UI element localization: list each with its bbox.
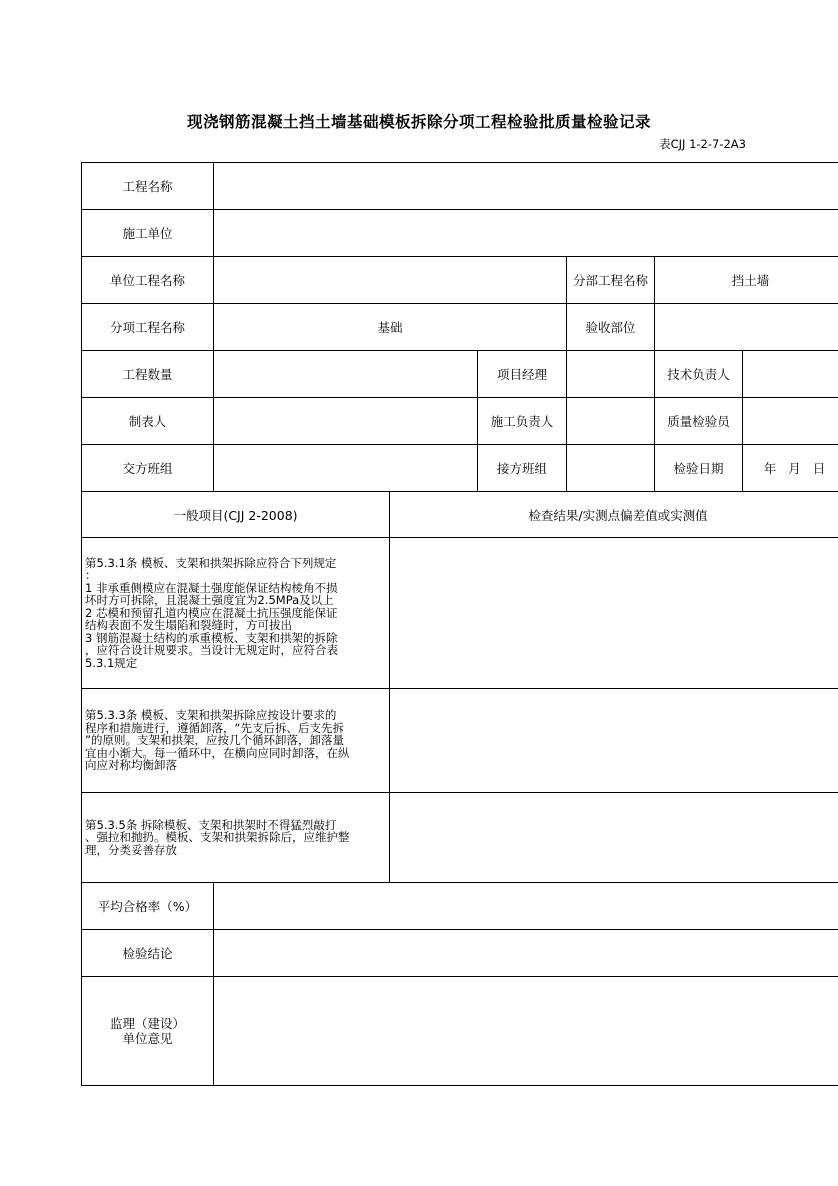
pass-rate-label: 平均合格率（%）	[82, 883, 214, 930]
receiving-team-label: 接方班组	[478, 445, 567, 492]
results-header: 检查结果/实测点偏差值或实测值	[390, 492, 838, 538]
quantity-value[interactable]	[214, 351, 478, 398]
supervisor-label	[82, 977, 214, 1086]
form-code: 表CJJ 1-2-7-2A3	[659, 137, 746, 151]
row-section-header	[82, 492, 838, 538]
conclusion-label: 检验结论	[82, 930, 214, 977]
quality-inspector-label: 质量检验员	[655, 398, 743, 445]
construction-lead-label: 施工负责人	[478, 398, 567, 445]
supervisor-label-line2: 单位意见	[122, 1031, 173, 1046]
construction-unit-label: 施工单位	[82, 210, 214, 257]
general-items-header: 一般项目(CJJ 2-2008)	[82, 492, 390, 538]
row-clause-5-3-5	[82, 793, 838, 883]
quantity-label: 工程数量	[82, 351, 214, 398]
project-name-label: 工程名称	[82, 163, 214, 210]
clause-5-3-5: 第5.3.5条 拆除模板、支架和拱架时不得猛烈敲打 、强拉和抛扔。模板、支架和拱架拆除后，应维护整 理，分类妥善存放	[82, 793, 390, 883]
row-teams	[82, 445, 838, 492]
unit-project-label: 单位工程名称	[82, 257, 214, 304]
clause-5-3-3-result[interactable]	[390, 689, 838, 793]
item-project-label: 分项工程名称	[82, 304, 214, 351]
clause-5-3-1-result[interactable]	[390, 538, 838, 689]
project-manager-label: 项目经理	[478, 351, 567, 398]
row-unit-project	[82, 257, 838, 304]
date-month: 月	[788, 461, 801, 476]
tabulator-label: 制表人	[82, 398, 214, 445]
tech-lead-label: 技术负责人	[655, 351, 743, 398]
sub-project-value[interactable]: 挡土墙	[655, 257, 838, 304]
unit-project-value[interactable]	[214, 257, 567, 304]
row-construction-unit	[82, 210, 838, 257]
form-title: 现浇钢筋混凝土挡土墙基础模板拆除分项工程检验批质量检验记录	[186, 113, 651, 131]
row-conclusion	[82, 930, 838, 977]
clause-5-3-3: 第5.3.3条 模板、支架和拱架拆除应按设计要求的 程序和措施进行，遵循卸落，“先支后拆、后支先拆 ”的原则。支架和拱架，应按几个循环卸落，卸落量 宜由小渐大。每一循环中，在横向应同时卸落，在纵 向应对称均衡卸落	[82, 689, 390, 793]
clause-5-3-5-result[interactable]	[390, 793, 838, 883]
row-clause-5-3-3	[82, 689, 838, 793]
project-name-value[interactable]	[214, 163, 838, 210]
clause-5-3-1: 第5.3.1条 模板、支架和拱架拆除应符合下列规定 ： 1 非承重侧模应在混凝土强度能保证结构棱角不损 坏时方可拆除，且混凝土强度宜为2.5MPa及以上 2 芯模和预留孔道内模应在混凝土抗压强度能保证 结构表面不发生塌陷和裂缝时，方可拔出 3 钢筋混凝土结构的承重模板、支架和拱架的拆除 ，应符合设计规要求。当设计无规定时，应符合表 5.3.1规定	[82, 538, 390, 689]
construction-lead-value[interactable]	[567, 398, 655, 445]
handover-team-label: 交方班组	[82, 445, 214, 492]
date-day: 日	[812, 461, 826, 476]
row-supervisor	[82, 977, 838, 1086]
row-item-project	[82, 304, 838, 351]
inspection-date-value[interactable]	[743, 445, 838, 492]
handover-team-value[interactable]	[214, 445, 478, 492]
row-pass-rate	[82, 883, 838, 930]
pass-rate-value[interactable]	[214, 883, 838, 930]
inspection-date-label: 检验日期	[655, 445, 743, 492]
construction-unit-value[interactable]	[214, 210, 838, 257]
quality-inspector-value[interactable]	[743, 398, 838, 445]
conclusion-value[interactable]	[214, 930, 838, 977]
sub-project-label: 分部工程名称	[567, 257, 655, 304]
project-manager-value[interactable]	[567, 351, 655, 398]
receiving-team-value[interactable]	[567, 445, 655, 492]
date-year: 年	[763, 461, 777, 476]
row-project-name	[82, 163, 838, 210]
acceptance-part-value[interactable]	[655, 304, 838, 351]
item-project-value[interactable]: 基础	[214, 304, 567, 351]
supervisor-opinion[interactable]	[214, 977, 838, 1086]
row-quantity	[82, 351, 838, 398]
row-clause-5-3-1	[82, 538, 838, 689]
tabulator-value[interactable]	[214, 398, 478, 445]
inspection-record-table	[81, 162, 838, 1086]
row-tabulator	[82, 398, 838, 445]
tech-lead-value[interactable]	[743, 351, 838, 398]
acceptance-part-label: 验收部位	[567, 304, 655, 351]
supervisor-label-line1: 监理（建设）	[109, 1016, 185, 1031]
